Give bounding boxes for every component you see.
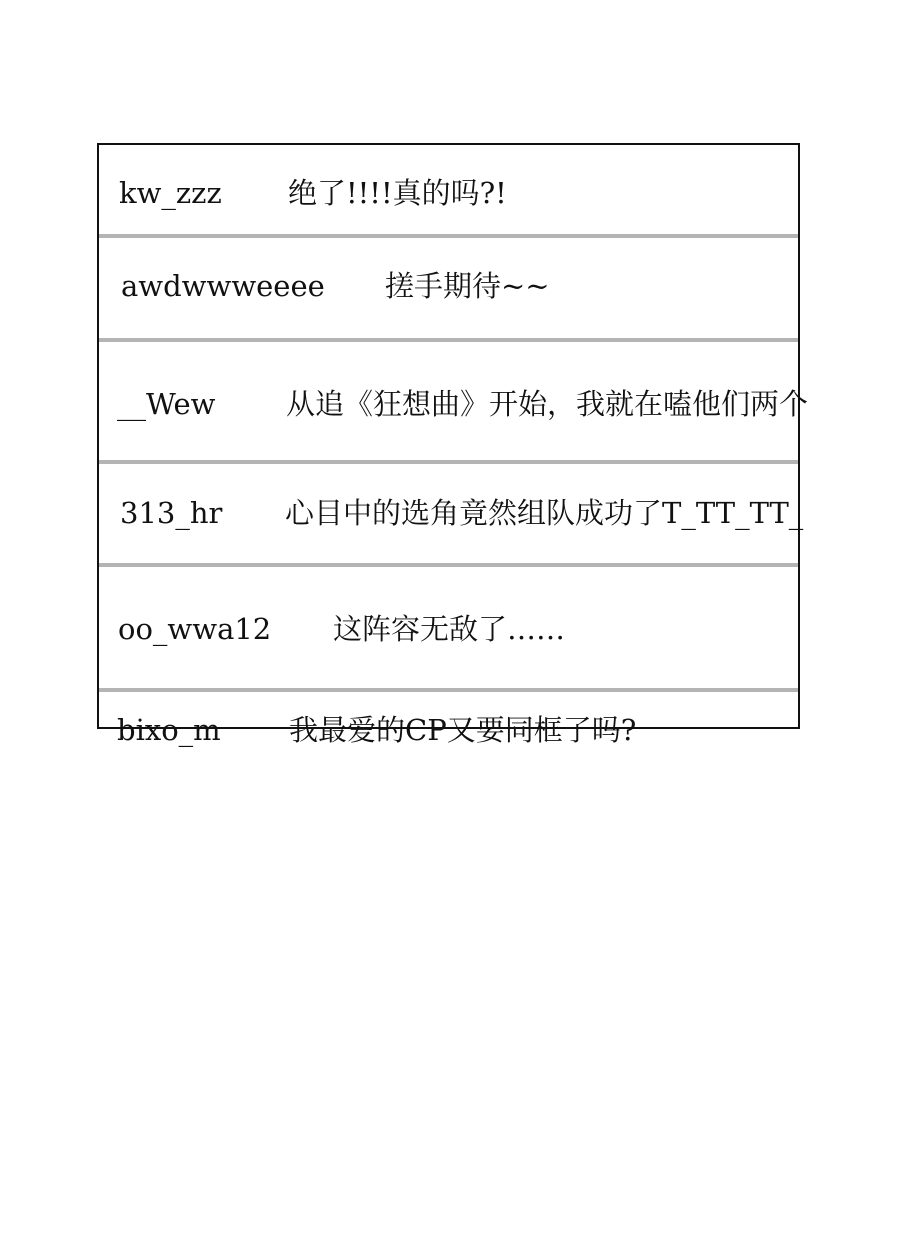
comment-row: [99, 464, 804, 564]
comment-text: 绝了!!!!真的吗?!: [288, 176, 507, 210]
comment-username: 313_hr: [120, 496, 223, 530]
comment-username: __Wew: [117, 387, 216, 421]
comment-text: 心目中的选角竟然组队成功了T_TT_TT_: [285, 496, 804, 530]
comment-username: oo_wwa12: [118, 612, 272, 646]
comment-text: 这阵容无敌了……: [333, 612, 566, 646]
comment-row: [99, 145, 798, 237]
comment-text: 我最爱的CP又要同框了吗?: [289, 713, 637, 747]
comment-row: [99, 692, 798, 752]
comment-username: awdwwweeee: [121, 269, 325, 303]
comment-panel: [97, 143, 809, 747]
comment-text: 从追《狂想曲》开始，我就在嗑他们两个: [286, 387, 809, 421]
comment-row: [99, 567, 798, 689]
comment-row: [99, 342, 809, 460]
comment-row: [99, 238, 798, 340]
comment-text: 搓手期待~~: [385, 269, 550, 303]
comment-username: bixo_m: [117, 713, 221, 747]
comment-username: kw_zzz: [119, 176, 222, 210]
